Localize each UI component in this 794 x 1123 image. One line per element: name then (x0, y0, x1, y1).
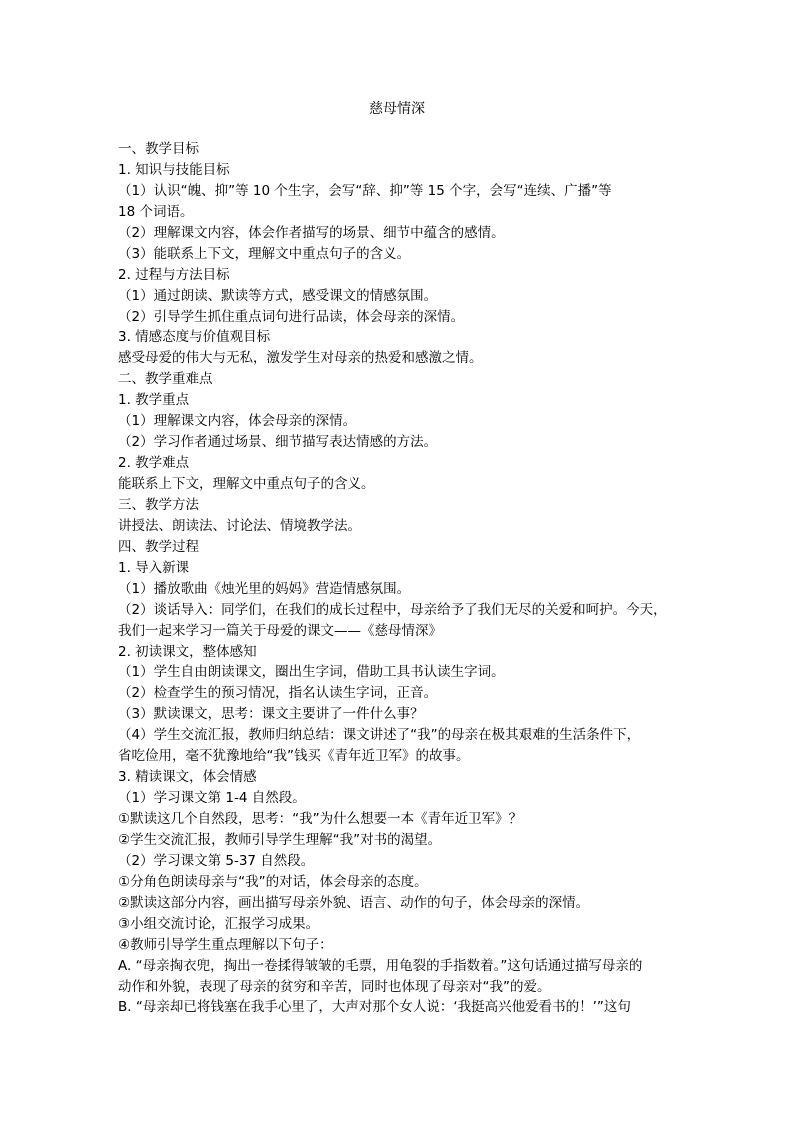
section-heading-objectives: 一、教学目标 (118, 141, 199, 157)
subheading-difficulties: 2. 教学难点 (118, 455, 190, 472)
text-line: （1）学生自由朗读课文，圈出生字词，借助工具书认读生字词。 (118, 664, 505, 681)
section-heading-key-difficulties: 二、教学重难点 (118, 371, 213, 388)
subheading-key-points: 1. 教学重点 (118, 392, 190, 409)
subheading-first-reading: 2. 初读课文，整体感知 (118, 643, 257, 660)
text-line: ②学生交流汇报，教师引导学生理解“我”对书的渴望。 (118, 831, 442, 848)
text-line: 感受母爱的伟大与无私，激发学生对母亲的热爱和感激之情。 (118, 350, 483, 367)
text-line: 18 个词语。 (118, 203, 194, 220)
text-line: （2）引导学生抓住重点词句进行品读，体会母亲的深情。 (118, 308, 465, 325)
subheading-knowledge-skills: 1. 知识与技能目标 (118, 161, 230, 178)
section-heading-methods: 三、教学方法 (118, 496, 199, 513)
text-line: 能联系上下文，理解文中重点句子的含义。 (118, 476, 375, 492)
text-line: （1）理解课文内容，体会母亲的深情。 (118, 413, 357, 430)
subheading-close-reading: 3. 精读课文，体会情感 (118, 769, 257, 786)
text-line: （3）默读课文，思考：课文主要讲了一件什么事？ (118, 706, 424, 723)
text-line: （2）理解课文内容，体会作者描写的场景、细节中蕴含的感情。 (118, 224, 505, 241)
subheading-process-methods: 2. 过程与方法目标 (118, 266, 230, 283)
subheading-introduction: 1. 导入新课 (118, 559, 190, 576)
text-line: ①默读这几个自然段，思考：“我”为什么想要一本《青年近卫军》？ (118, 811, 523, 827)
text-line: 省吃俭用，毫不犹豫地给“我”钱买《青年近卫军》的故事。 (118, 748, 470, 765)
text-line: （1）认识“魄、抑”等 10 个生字，会写“辞、抑”等 15 个字，会写“连续、广播”等 (118, 182, 612, 199)
text-line: 我们一起来学习一篇关于母爱的课文——《慈母情深》 (118, 622, 442, 639)
text-line: （2）谈话导入：同学们，在我们的成长过程中，母亲给予了我们无尽的关爱和呵护。今天， (118, 601, 667, 618)
text-line: A. “母亲掏衣兜，掏出一卷揉得皱皱的毛票，用龟裂的手指数着。”这句话通过描写母亲的 (118, 957, 643, 974)
text-line: ③小组交流讨论，汇报学习成果。 (118, 915, 320, 932)
text-line: 动作和外貌，表现了母亲的贫穷和辛苦，同时也体现了母亲对“我”的爱。 (118, 978, 551, 995)
text-line: （2）学习作者通过场景、细节描写表达情感的方法。 (118, 434, 438, 451)
text-line: ②默读这部分内容，画出描写母亲外貌、语言、动作的句子，体会母亲的深情。 (118, 894, 590, 911)
subheading-emotion-values: 3. 情感态度与价值观目标 (118, 329, 271, 346)
text-line: B. “母亲却已将钱塞在我手心里了，大声对那个女人说：‘我挺高兴他爱看书的！’”这句 (118, 999, 631, 1016)
text-line: 讲授法、朗读法、讨论法、情境教学法。 (118, 517, 361, 534)
text-line: （2）检查学生的预习情况，指名认读生字词，正音。 (118, 685, 438, 702)
text-line: （2）学习课文第 5-37 自然段。 (118, 852, 315, 869)
document-body (118, 139, 678, 1018)
text-line: （4）学生交流汇报，教师归纳总结：课文讲述了“我”的母亲在极其艰难的生活条件下， (118, 727, 641, 744)
text-line: （1）通过朗读、默读等方式，感受课文的情感氛围。 (118, 287, 438, 304)
text-line: （3）能联系上下文，理解文中重点句子的含义。 (118, 245, 411, 262)
document-title: 慈母情深 (369, 101, 425, 117)
text-line: ④教师引导学生重点理解以下句子： (118, 936, 333, 953)
text-line: （1）学习课文第 1-4 自然段。 (118, 790, 306, 807)
section-heading-process: 四、教学过程 (118, 538, 199, 555)
text-line: ①分角色朗读母亲与“我”的对话，体会母亲的态度。 (118, 873, 428, 890)
text-line: （1）播放歌曲《烛光里的妈妈》营造情感氛围。 (118, 580, 411, 597)
